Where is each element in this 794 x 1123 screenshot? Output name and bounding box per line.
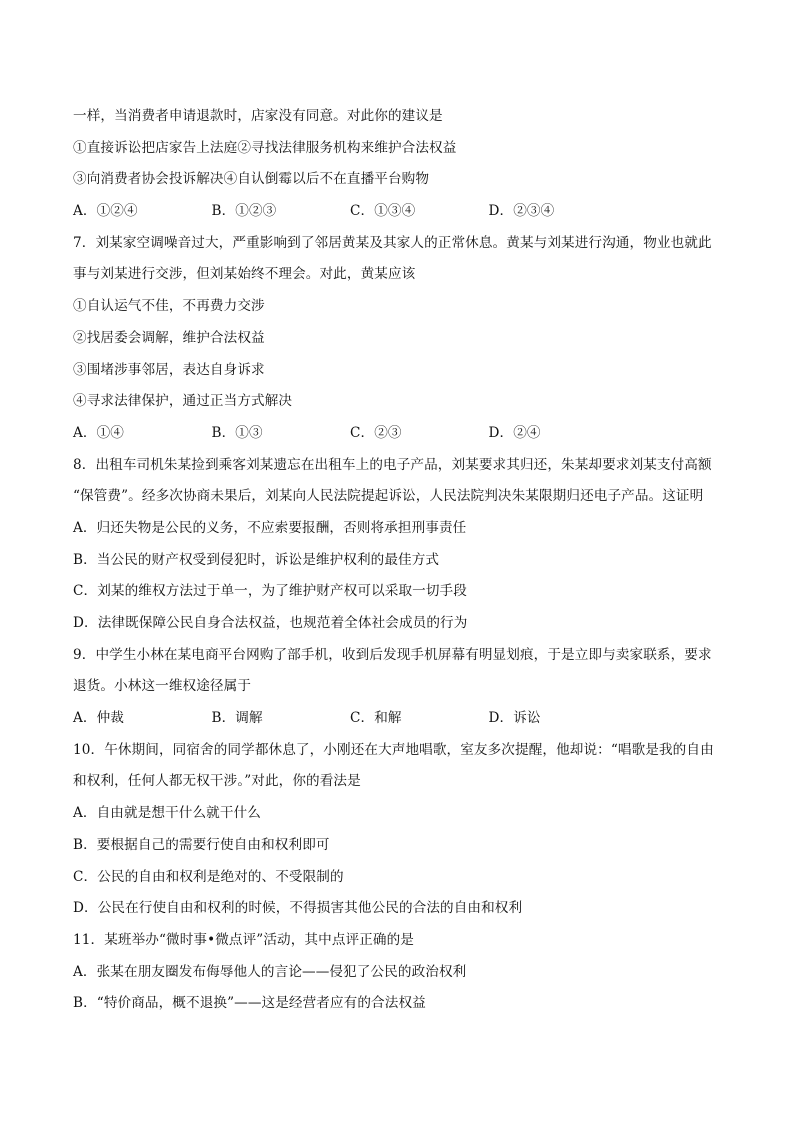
text-line: 事与刘某进行交涉，但刘某始终不理会。对此，黄某应该 [73, 266, 416, 283]
option-d: D．法律既保障公民自身合法权益，也规范着全体社会成员的行为 [73, 615, 468, 631]
option-a: A．仲裁 [73, 710, 124, 727]
option-b: B．①②③ [211, 203, 277, 220]
option-b: B．当公民的财产权受到侵犯时，诉讼是维护权利的最佳方式 [73, 551, 440, 568]
text-line: ②找居委会调解，维护合法权益 [73, 329, 265, 346]
option-c: C．和解 [350, 710, 402, 727]
option-a: A．归还失物是公民的义务，不应索要报酬，否则将承担刑事责任 [73, 519, 467, 536]
option-d: D．②③④ [488, 203, 555, 220]
option-c: C．公民的自由和权利是绝对的、不受限制的 [73, 868, 344, 885]
option-b: B．“特价商品，概不退换”——这是经营者应有的合法权益 [73, 995, 426, 1012]
question-10-stem: 10．午休期间，同宿舍的同学都休息了，小刚还在大声地唱歌，室友多次提醒，他却说：“唱歌是我的自由 [73, 741, 714, 758]
text-line: ①直接诉讼把店家告上法庭②寻找法律服务机构来维护合法权益 [73, 139, 457, 156]
question-11-stem: 11．某班举办“微时事•微点评”活动，其中点评正确的是 [73, 931, 414, 948]
option-c: C．②③ [350, 424, 402, 441]
text-line: ③向消费者协会投诉解决④自认倒霉以后不在直播平台购物 [73, 171, 430, 188]
question-7-stem: 7．刘某家空调噪音过大，严重影响到了邻居黄某及其家人的正常休息。黄某与刘某进行沟通，物业也就此 [73, 234, 712, 251]
option-c: C．刘某的维权方法过于单一，为了维护财产权可以采取一切手段 [73, 583, 467, 600]
question-8-stem: 8．出租车司机朱某捡到乘客刘某遗忘在出租车上的电子产品，刘某要求其归还，朱某却要求刘某支付高额 [73, 456, 712, 473]
text-line: 一样，当消费者申请退款时，店家没有同意。对此你的建议是 [73, 108, 443, 124]
option-a: A．自由就是想干什么就干什么 [73, 805, 261, 822]
text-line: ④寻求法律保护，通过正当方式解决 [73, 393, 293, 410]
option-a: A．①②④ [73, 203, 138, 220]
option-b: B．①③ [211, 424, 263, 441]
text-line: ①自认运气不佳，不再费力交涉 [73, 298, 265, 315]
answer-options [73, 196, 733, 228]
option-a: A．①④ [73, 424, 124, 441]
text-line: “保管费”。经多次协商未果后，刘某向人民法院提起诉讼，人民法院判决朱某限期归还电子产品。这证明 [73, 488, 704, 505]
option-a: A．张某在朋友圈发布侮辱他人的言论——侵犯了公民的政治权利 [73, 963, 467, 980]
option-d: D．诉讼 [488, 710, 541, 727]
option-c: C．①③④ [350, 203, 416, 220]
option-b: B．要根据自己的需要行使自由和权利即可 [73, 836, 330, 853]
question-9-stem: 9．中学生小林在某电商平台网购了部手机，收到后发现手机屏幕有明显划痕，于是立即与卖家联系，要求 [73, 646, 712, 663]
option-b: B．调解 [211, 710, 263, 727]
answer-options [73, 703, 733, 735]
option-d: D．②④ [488, 424, 541, 441]
question-content [73, 101, 733, 1020]
text-line: 退货。小林这一维权途径属于 [73, 678, 252, 695]
option-d: D．公民在行使自由和权利的时候，不得损害其他公民的合法的自由和权利 [73, 900, 523, 917]
text-line: 和权利，任何人都无权干涉。”对此，你的看法是 [73, 773, 361, 790]
text-line: ③围堵涉事邻居，表达自身诉求 [73, 361, 265, 378]
answer-options [73, 418, 733, 450]
